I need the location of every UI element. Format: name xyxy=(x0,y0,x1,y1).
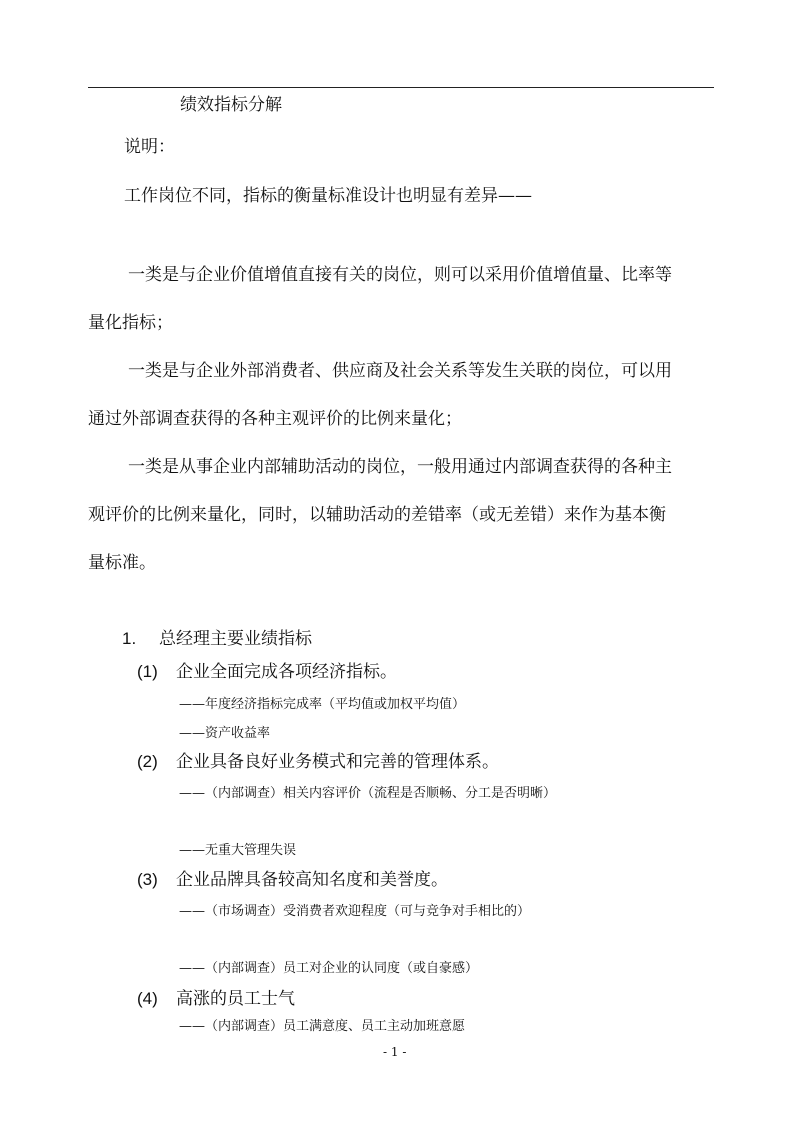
item-1-number: (1) xyxy=(137,662,158,681)
para-3-line-3: 量标准。 xyxy=(88,553,156,573)
item-3-number: (3) xyxy=(137,870,158,889)
item-4-text: 高涨的员工士气 xyxy=(176,989,295,1009)
intro-text: 工作岗位不同，指标的衡量标准设计也明显有差异—— xyxy=(124,186,532,206)
item-1-text: 企业全面完成各项经济指标。 xyxy=(176,662,397,682)
item-3-text: 企业品牌具备较高知名度和美誉度。 xyxy=(176,870,448,890)
item-2-sub-2: ——无重大管理失误 xyxy=(179,843,297,858)
item-4-sub-1: ——（内部调查）员工满意度、员工主动加班意愿 xyxy=(179,1019,466,1034)
doc-title: 绩效指标分解 xyxy=(180,95,282,115)
item-3-sub-1: ——（市场调查）受消费者欢迎程度（可与竞争对手相比的） xyxy=(179,904,531,919)
item-2-sub-1: ——（内部调查）相关内容评价（流程是否顺畅、分工是否明晰） xyxy=(179,786,557,801)
note-label: 说明： xyxy=(124,137,175,157)
item-2-text: 企业具备良好业务模式和完善的管理体系。 xyxy=(176,752,499,772)
para-3-line-1: 一类是从事企业内部辅助活动的岗位，一般用通过内部调查获得的各种主 xyxy=(128,457,672,477)
para-1-line-1: 一类是与企业价值增值直接有关的岗位，则可以采用价值增值量、比率等 xyxy=(128,265,672,285)
item-1-sub-1: ——年度经济指标完成率（平均值或加权平均值） xyxy=(179,697,466,712)
page-number: - 1 - xyxy=(383,1045,407,1059)
para-1-line-2: 量化指标； xyxy=(88,313,173,333)
para-2-line-1: 一类是与企业外部消费者、供应商及社会关系等发生关联的岗位，可以用 xyxy=(128,361,672,381)
item-4-number: (4) xyxy=(137,989,158,1008)
item-1-sub-2: ——资产收益率 xyxy=(179,726,271,741)
section-title: 总经理主要业绩指标 xyxy=(159,629,312,649)
header-rule xyxy=(88,87,714,88)
item-3-sub-2: ——（内部调查）员工对企业的认同度（或自豪感） xyxy=(179,961,479,976)
para-2-line-2: 通过外部调查获得的各种主观评价的比例来量化； xyxy=(88,409,462,429)
para-3-line-2: 观评价的比例来量化，同时，以辅助活动的差错率（或无差错）来作为基本衡 xyxy=(88,505,666,525)
section-number: 1. xyxy=(122,629,137,648)
item-2-number: (2) xyxy=(137,752,158,771)
